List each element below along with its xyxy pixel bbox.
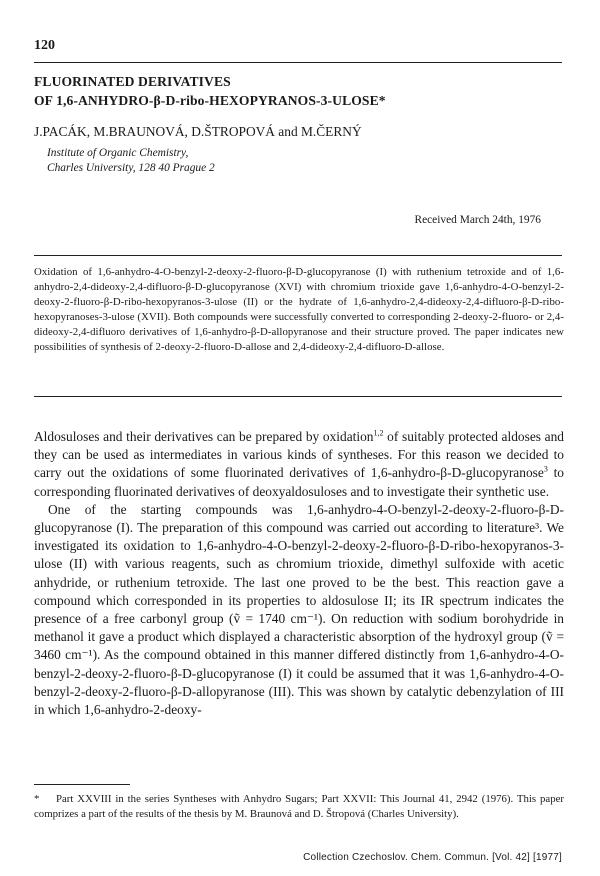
authors: J.PACÁK, M.BRAUNOVÁ, D.ŠTROPOVÁ and M.ČERNÝ <box>34 124 362 139</box>
paragraph-1 <box>34 428 564 501</box>
footnote-text: Part XXVIII in the series Syntheses with Anhydro Sugars; Part XXVII: This Journal 41, 2942 (1976). This paper comprizes a part of the results of the thesis by M. Braunová and D. Štropová (Charles University). <box>34 793 564 820</box>
abstract-top-rule <box>34 255 562 256</box>
received-date: Received March 24th, 1976 <box>414 214 541 226</box>
paragraph-2: One of the starting compounds was 1,6-anhydro-4-O-benzyl-2-deoxy-2-fluoro-β-D-glucopyranose (I). The preparation of this compound was carried out according to literature³. We investigated its oxidation to 1,6-anhydro-4-O-benzyl-2-deoxy-2-fluoro-β-D-ribo-hexopyranos-3-ulose (II) with various reagents, such as chromium trioxide, dimethyl sulfoxide with acetic anhydride, or ruthenium tetroxide. The last one proved to be the best. This reaction gave a compound which corresponded in its properties to aldosulose II; its IR spectrum indicates the presence of a free carbonyl group (ṽ = 1740 cm⁻¹). On reduction with sodium borohydride in methanol it gave a product which displayed a characteristic absorption of the hydroxyl group (ṽ = 3460 cm⁻¹). As the compound obtained in this manner differed distinctly from 1,6-anhydro-4-O-benzyl-2-deoxy-2-fluoro-β-D-glucopyranose (I) it could be assumed that it was 1,6-anhydro-4-O-benzyl-2-deoxy-2-fluoro-β-D-allopyranose (III). This was shown by catalytic debenzylation of III in which 1,6-anhydro-2-deoxy- <box>34 501 564 718</box>
footnote-mark: * <box>34 793 40 805</box>
footnote-rule <box>34 784 130 785</box>
reference-3: 3 <box>543 464 548 474</box>
affiliation-line-1: Institute of Organic Chemistry, <box>47 147 189 159</box>
paragraph-1-part-c: to corresponding fluorinated derivatives of deoxyaldosuloses and to investigate their synthetic use. <box>34 465 564 499</box>
reference-1-2: 1,2 <box>373 428 384 438</box>
body-text <box>34 428 564 719</box>
page-number: 120 <box>34 38 55 53</box>
footnote <box>34 792 564 822</box>
journal-footer: Collection Czechoslov. Chem. Commun. [Vol. 42] [1977] <box>303 852 562 863</box>
abstract-bottom-rule <box>34 396 562 397</box>
paragraph-1-part-b: of suitably protected aldoses and they can be used as intermediates in various kinds of syntheses. For this reason we decided to carry out the oxidations of some fluorinated derivatives of 1,6-anhydro-β-D-glucopyranose <box>34 429 564 481</box>
title-line-1: FLUORINATED DERIVATIVES <box>34 74 231 89</box>
abstract: Oxidation of 1,6-anhydro-4-O-benzyl-2-deoxy-2-fluoro-β-D-glucopyranose (I) with ruthenium tetroxide and of 1,6-anhydro-2,4-dideoxy-2,4-difluoro-β-D-glucopyranose (XVI) with chromium trioxide gave 1,6-anhydro-4-O-benzyl-2-deoxy-2-fluoro-β-D-ribo-hexopyranos-3-ulose (II) or the hydrate of 1,6-anhydro-2,4-dideoxy-2,4-difluoro-β-D-ribo-hexopyranoses-3-ulose (XVII). Both compounds were successfully converted to corresponding 2-deoxy-2-fluoro- or 2,4-dideoxy-2,4-difluoro derivatives of 1,6-anhydro-β-D-allopyranose and their structure proved. The paper indicates new possibilities of synthesis of 2-deoxy-2-fluoro-D-allose and 2,4-dideoxy-2,4-difluoro-D-allose. <box>34 266 564 354</box>
affiliation <box>47 146 215 176</box>
title-line-2: OF 1,6-ANHYDRO-β-D-ribo-HEXOPYRANOS-3-ULOSE* <box>34 93 386 108</box>
article-title <box>34 72 564 110</box>
affiliation-line-2: Charles University, 128 40 Prague 2 <box>47 162 215 174</box>
paragraph-1-part-a: Aldosuloses and their derivatives can be prepared by oxidation <box>34 429 374 444</box>
header-rule <box>34 62 562 63</box>
